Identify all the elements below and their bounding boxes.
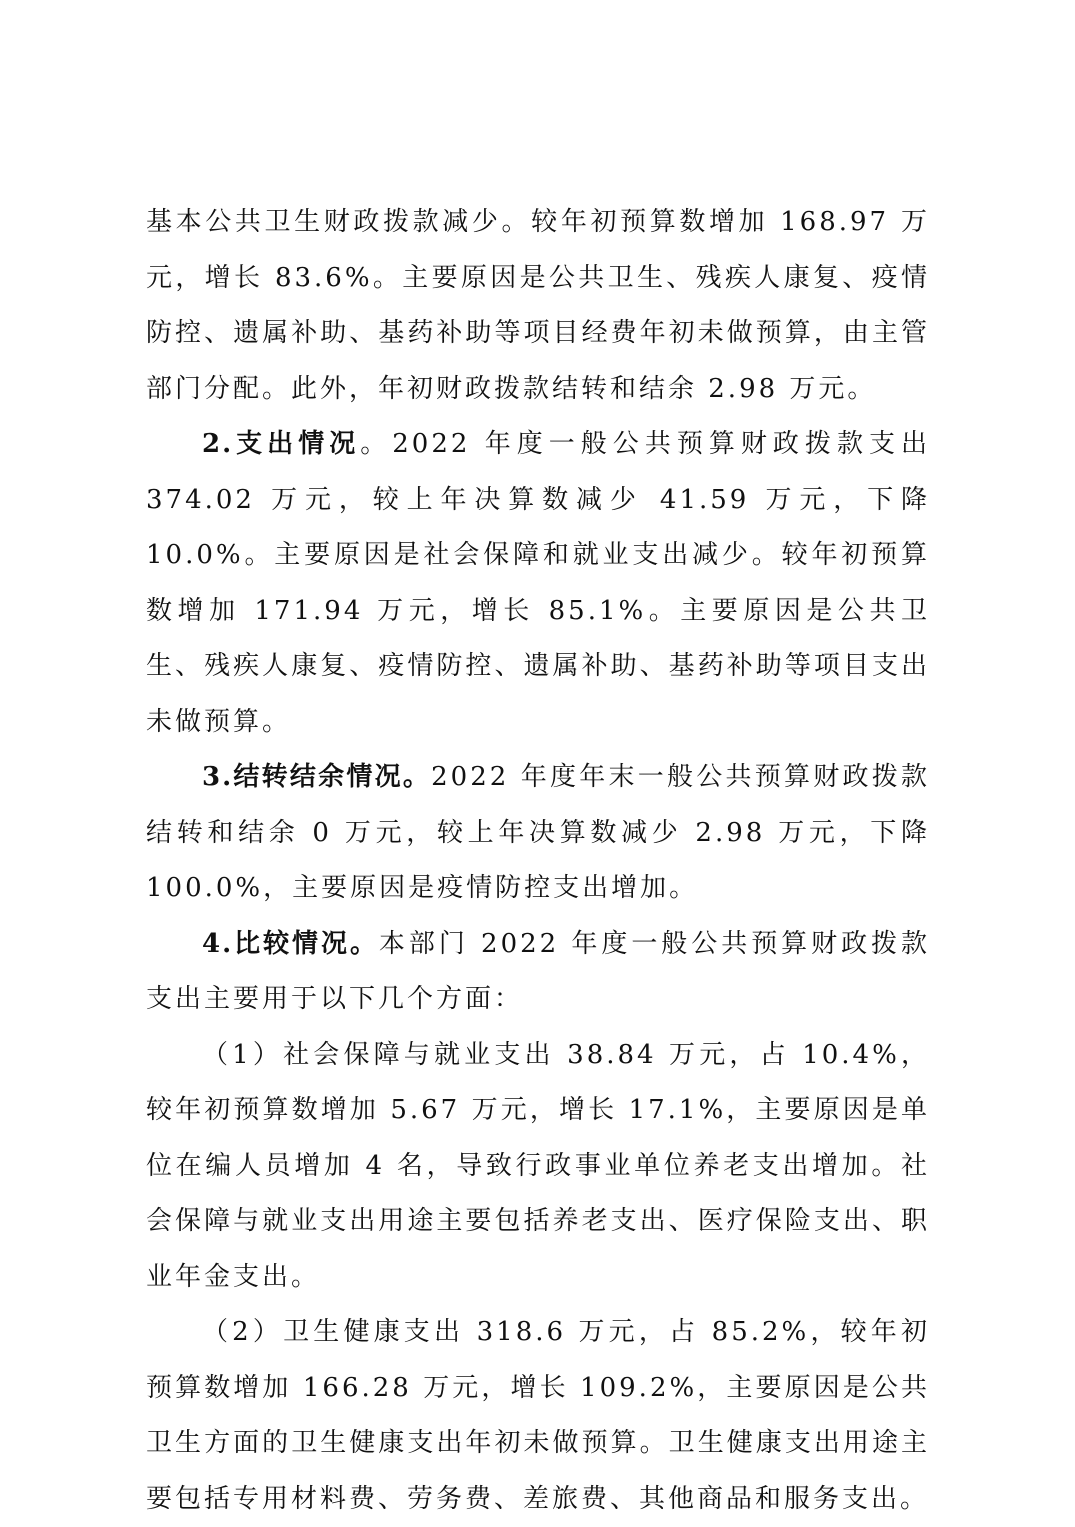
paragraph-comparison — [146, 917, 930, 1028]
paragraph-financial-allocation-continued — [146, 195, 930, 417]
section-heading-comparison: 4.比较情况。 — [202, 928, 379, 959]
section-heading-expenditure: 2.支出情况 — [202, 429, 361, 459]
paragraph-social-security — [146, 1028, 930, 1306]
paragraph-text: 基本公共卫生财政拨款减少。较年初预算数增加 168.97 万元，增长 83.6%。主要原因是公共卫生、残疾人康复、疫情防控、遗属补助、基药补助等项目经费年初未做预算，由主管部门分配。此外，年初财政拨款结转和结余 2.98 万元。 — [146, 207, 930, 404]
paragraph-carryover-balance — [146, 750, 930, 917]
paragraph-text: 2022 年度年末一般公共预算财政拨款结转和结余 0 万元，较上年决算数减少 2.98 万元，下降 100.0%，主要原因是疫情防控支出增加。 — [146, 762, 930, 903]
paragraph-text: （1）社会保障与就业支出 38.84 万元，占 10.4%，较年初预算数增加 5.67 万元，增长 17.1%，主要原因是单位在编人员增加 4 名，导致行政事业单位养老支出增加。社会保障与就业支出用途主要包括养老支出、医疗保险支出、职业年金支出。 — [146, 1039, 930, 1292]
paragraph-expenditure — [146, 417, 930, 750]
paragraph-text: 。2022 年度一般公共预算财政拨款支出 374.02 万元，较上年决算数减少 41.59 万元，下降 10.0%。主要原因是社会保障和就业支出减少。较年初预算数增加 171.94 万元，增长 85.1%。主要原因是公共卫生、残疾人康复、疫情防控、遗属补助、基药补助等项目支出未做预算。 — [146, 429, 930, 737]
paragraph-text: 本部门 2022 年度一般公共预算财政拨款支出主要用于以下几个方面： — [146, 928, 930, 1014]
paragraph-health — [146, 1305, 930, 1527]
section-heading-carryover: 3.结转结余情况。 — [202, 762, 432, 792]
paragraph-text: （2）卫生健康支出 318.6 万元，占 85.2%，较年初预算数增加 166.28 万元，增长 109.2%，主要原因是公共卫生方面的卫生健康支出年初未做预算。卫生健康支出用途主要包括专用材料费、劳务费、差旅费、其他商品和服务支出。 — [146, 1317, 930, 1514]
document-body — [146, 195, 930, 1527]
